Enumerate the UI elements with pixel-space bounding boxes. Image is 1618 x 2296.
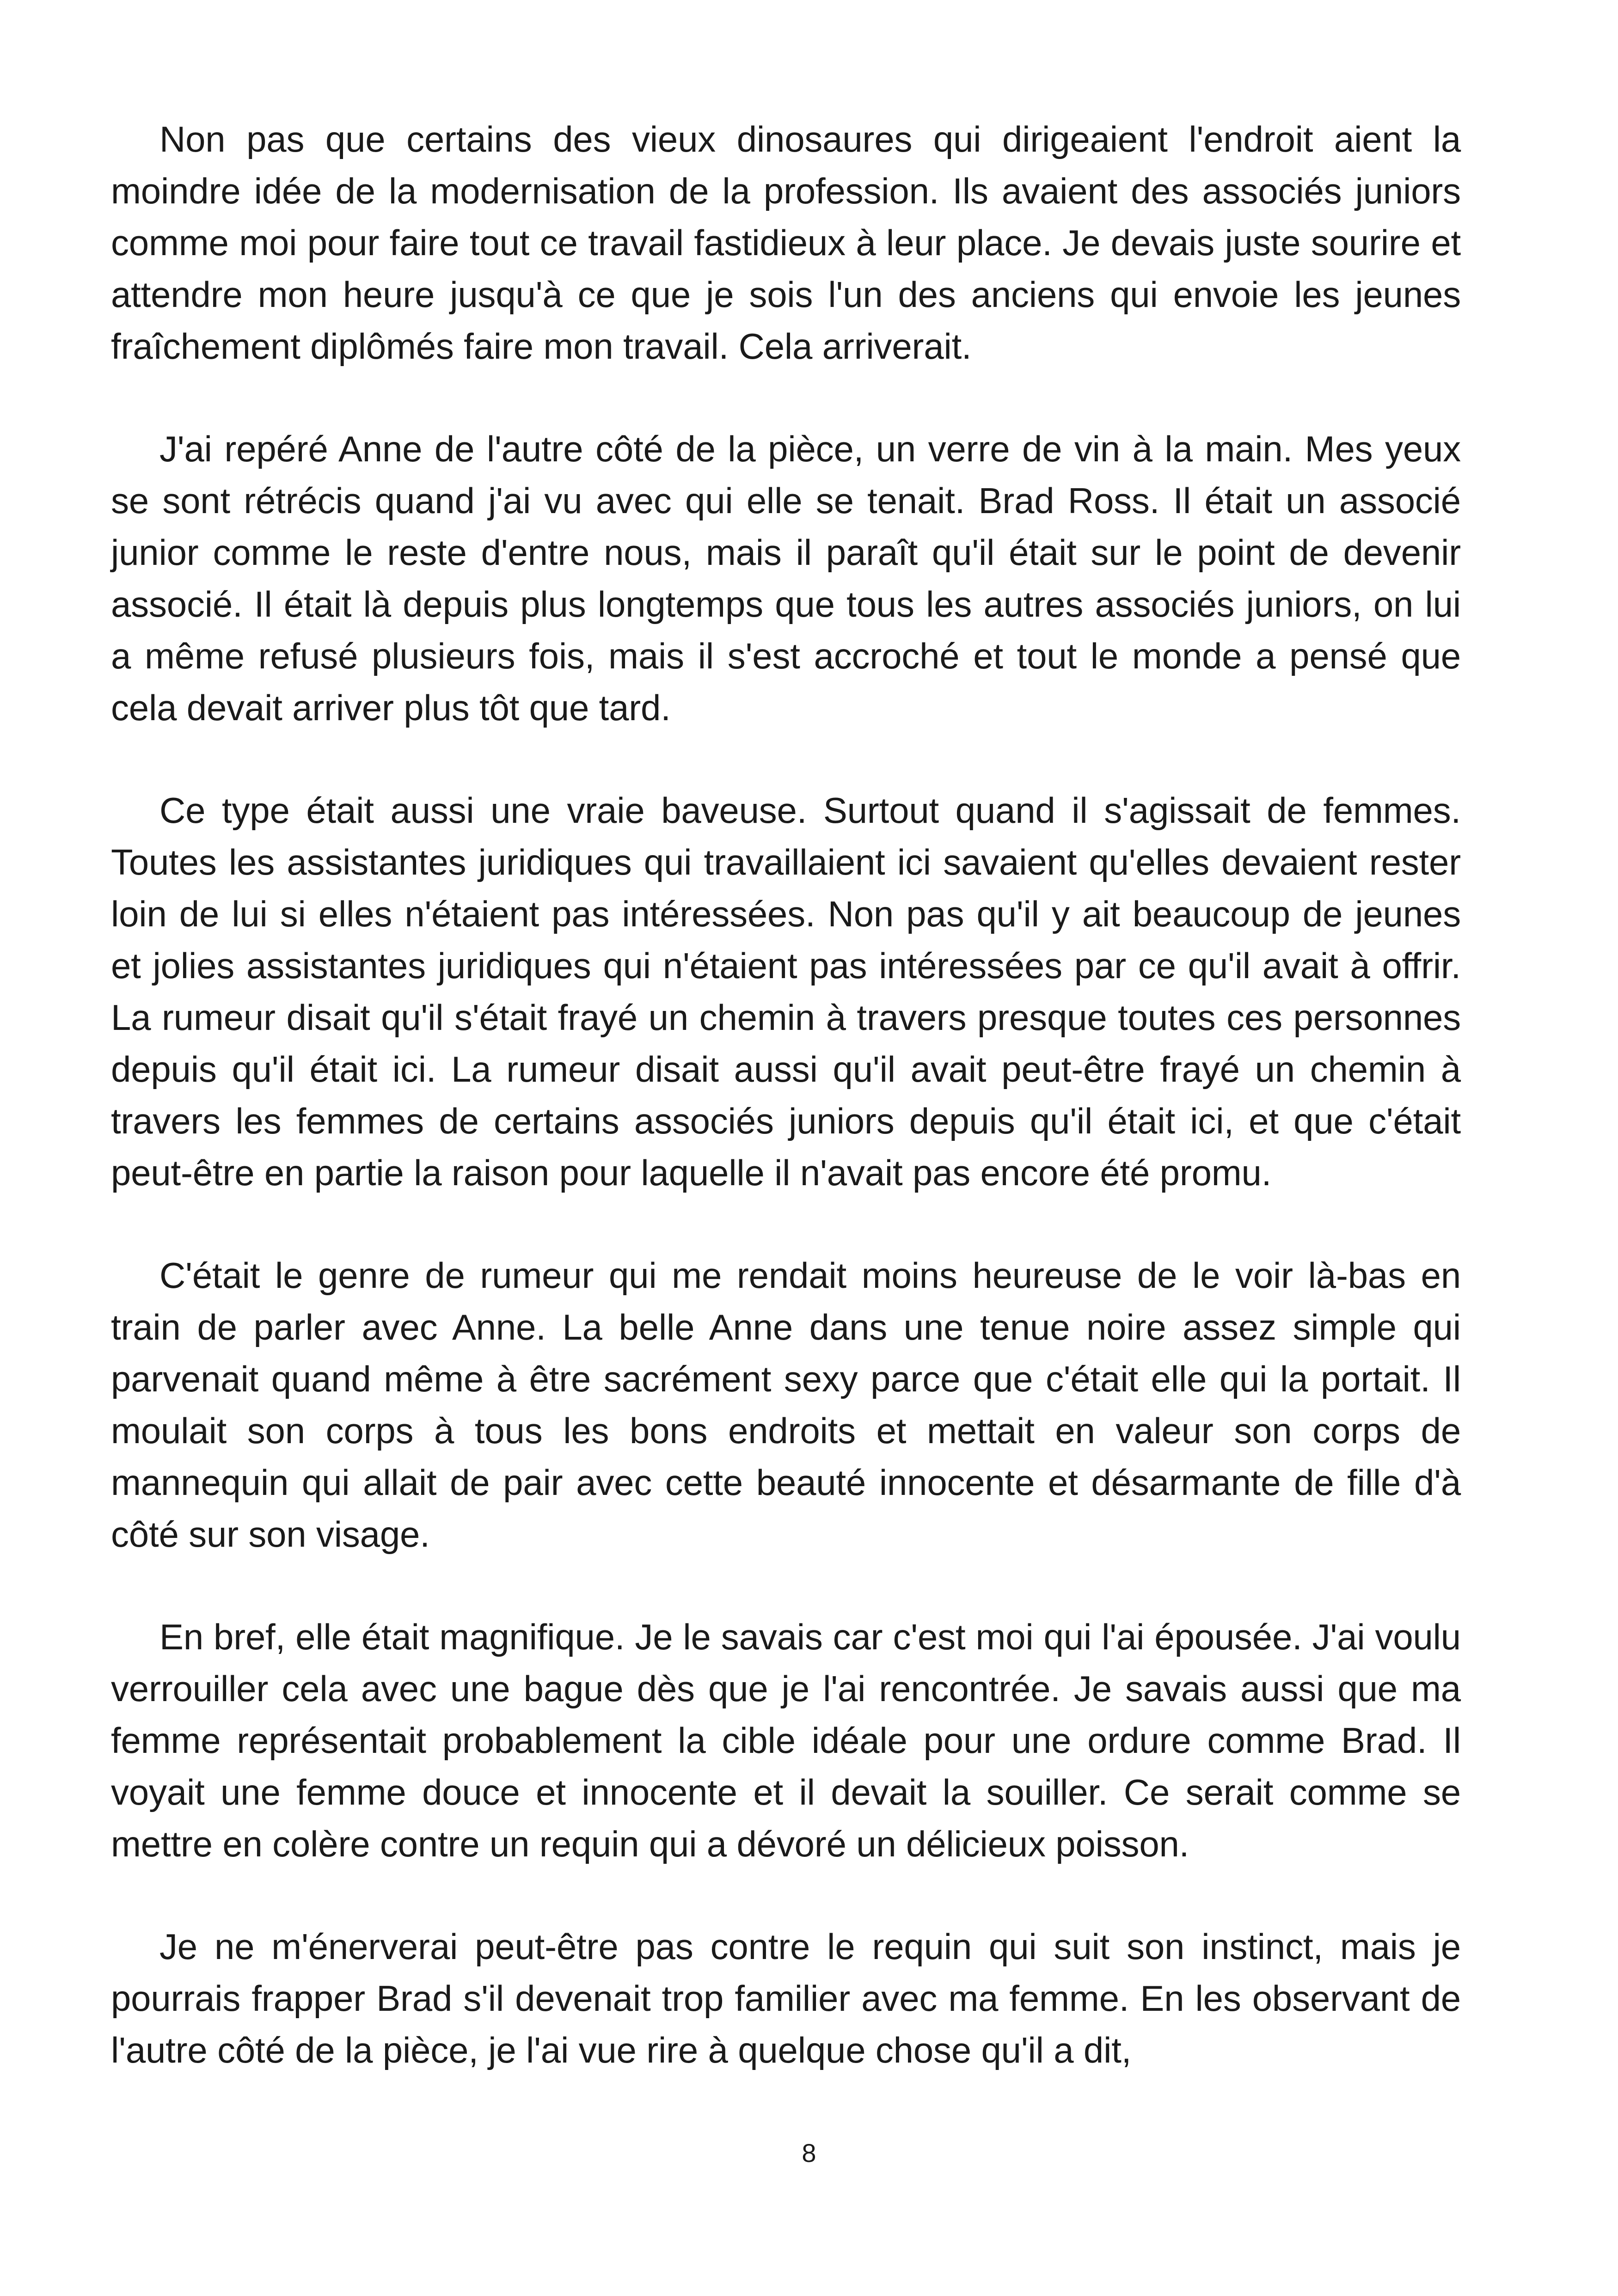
paragraph-2: J'ai repéré Anne de l'autre côté de la pièce, un verre de vin à la main. Mes yeux se sont rétrécis quand j'ai vu avec qui elle se tenait. Brad Ross. Il était un associé junior comme le reste d'entre nous, mais il paraît qu'il était sur le point de devenir associé. Il était là depuis plus longtemps que tous les autres associés juniors, on lui a même refusé plusieurs fois, mais il s'est accroché et tout le monde a pensé que cela devait arriver plus tôt que tard.: [111, 429, 1461, 728]
document-page: [111, 113, 1461, 2127]
paragraph-4: C'était le genre de rumeur qui me rendait moins heureuse de le voir là-bas en train de parler avec Anne. La belle Anne dans une tenue noire assez simple qui parvenait quand même à être sacrément sexy parce que c'était elle qui la portait. Il moulait son corps à tous les bons endroits et mettait en valeur son corps de mannequin qui allait de pair avec cette beauté innocente et désarmante de fille d'à côté sur son visage.: [111, 1255, 1461, 1555]
page-number: 8: [802, 2138, 816, 2167]
paragraph-1: Non pas que certains des vieux dinosaures qui dirigeaient l'endroit aient la moindre idée de la modernisation de la profession. Ils avaient des associés juniors comme moi pour faire tout ce travail fastidieux à leur place. Je devais juste sourire et attendre mon heure jusqu'à ce que je sois l'un des anciens qui envoie les jeunes fraîchement diplômés faire mon travail. Cela arriverait.: [111, 119, 1461, 367]
paragraph-3: Ce type était aussi une vraie baveuse. Surtout quand il s'agissait de femmes. Toutes les assistantes juridiques qui travaillaient ici savaient qu'elles devaient rester loin de lui si elles n'étaient pas intéressées. Non pas qu'il y ait beaucoup de jeunes et jolies assistantes juridiques qui n'étaient pas intéressées par ce qu'il avait à offrir. La rumeur disait qu'il s'était frayé un chemin à travers presque toutes ces personnes depuis qu'il était ici. La rumeur disait aussi qu'il avait peut-être frayé un chemin à travers les femmes de certains associés juniors depuis qu'il était ici, et que c'était peut-être en partie la raison pour laquelle il n'avait pas encore été promu.: [111, 790, 1461, 1193]
paragraph-5: En bref, elle était magnifique. Je le savais car c'est moi qui l'ai épousée. J'ai voulu verrouiller cela avec une bague dès que je l'ai rencontrée. Je savais aussi que ma femme représentait probablement la cible idéale pour une ordure comme Brad. Il voyait une femme douce et innocente et il devait la souiller. Ce serait comme se mettre en colère contre un requin qui a dévoré un délicieux poisson.: [111, 1616, 1461, 1864]
paragraph-6: Je ne m'énerverai peut-être pas contre le requin qui suit son instinct, mais je pourrais frapper Brad s'il devenait trop familier avec ma femme. En les observant de l'autre côté de la pièce, je l'ai vue rire à quelque chose qu'il a dit,: [111, 1926, 1461, 2070]
